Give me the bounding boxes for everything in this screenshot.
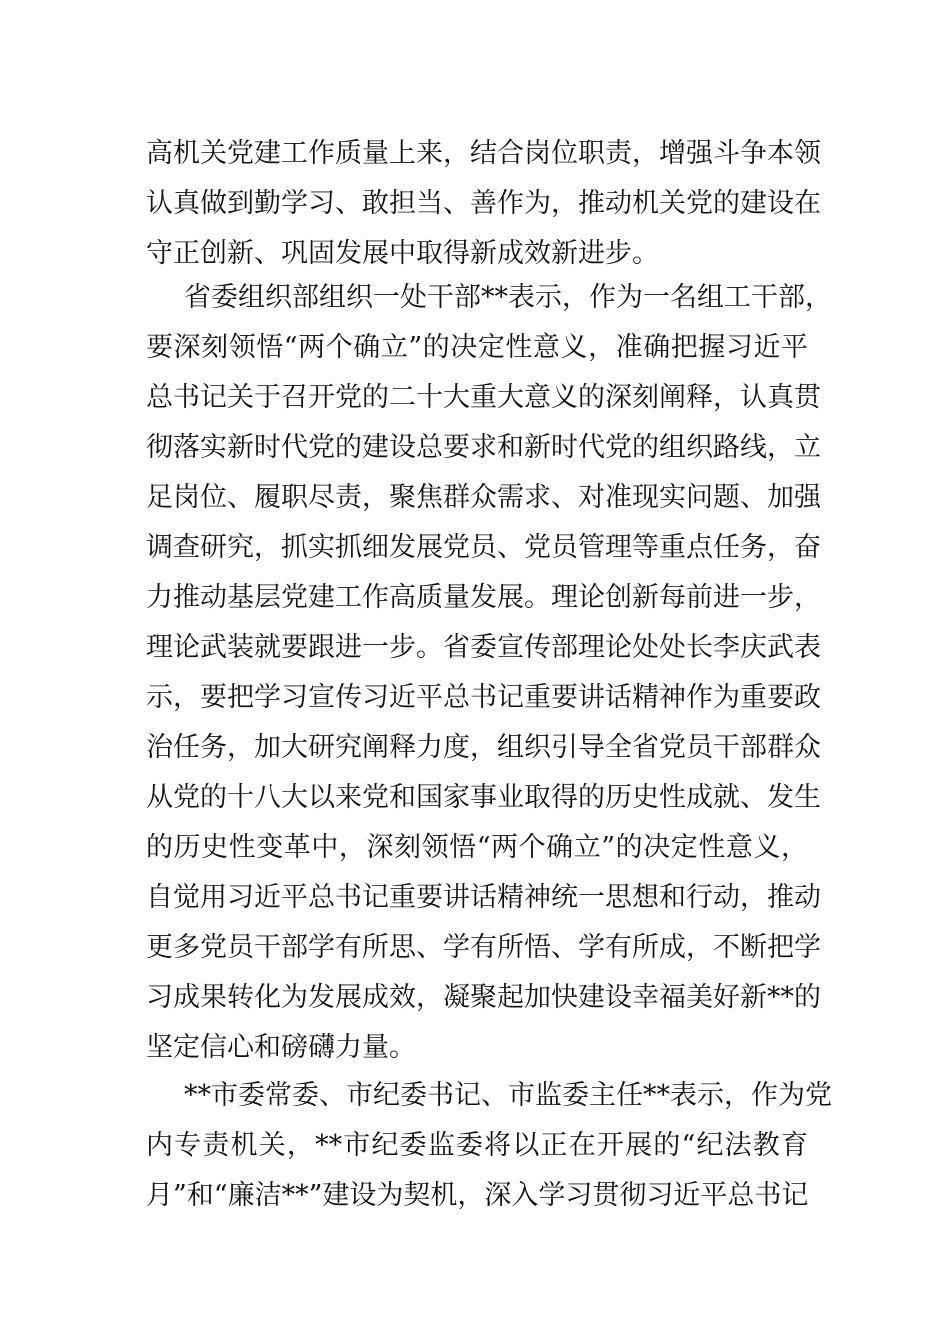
text-line: 内专责机关，**市纪委监委将以正在开展的“纪法教育 bbox=[146, 1130, 808, 1161]
text-line: 治任务，加大研究阐释力度，组织引导全省党员干部群众 bbox=[146, 732, 821, 763]
text-line: 示，要把学习宣传习近平总书记重要讲话精神作为重要政 bbox=[146, 682, 821, 713]
text-line: 理论武装就要跟进一步。省委宣传部理论处处长李庆武表 bbox=[146, 632, 821, 663]
text-line: 自觉用习近平总书记重要讲话精神统一思想和行动，推动 bbox=[146, 882, 821, 913]
text-line: 高机关党建工作质量上来，结合岗位职责，增强斗争本领 bbox=[146, 138, 821, 169]
text-line: 坚定信心和磅礴力量。 bbox=[146, 1032, 416, 1063]
text-line: 更多党员干部学有所思、学有所悟、学有所成，不断把学 bbox=[146, 932, 821, 963]
paragraph-first-line: **市委常委、市纪委书记、市监委主任**表示，作为党 bbox=[184, 1080, 832, 1111]
text-line: 从党的十八大以来党和国家事业取得的历史性成就、发生 bbox=[146, 782, 821, 813]
text-line: 习成果转化为发展成效，凝聚起加快建设幸福美好新**的 bbox=[146, 982, 821, 1013]
text-line: 守正创新、巩固发展中取得新成效新进步。 bbox=[146, 238, 659, 269]
text-line: 力推动基层党建工作高质量发展。理论创新每前进一步， bbox=[146, 582, 821, 613]
text-line: 认真做到勤学习、敢担当、善作为，推动机关党的建设在 bbox=[146, 188, 821, 219]
text-line: 总书记关于召开党的二十大重大意义的深刻阐释，认真贯 bbox=[146, 382, 821, 413]
text-line: 彻落实新时代党的建设总要求和新时代党的组织路线，立 bbox=[146, 432, 821, 463]
text-line: 足岗位、履职尽责，聚焦群众需求、对准现实问题、加强 bbox=[146, 482, 821, 513]
text-line: 要深刻领悟“两个确立”的决定性意义，准确把握习近平 bbox=[146, 332, 808, 363]
text-line: 月”和“廉洁**”建设为契机，深入学习贯彻习近平总书记 bbox=[146, 1180, 809, 1211]
text-line: 的历史性变革中，深刻领悟“两个确立”的决定性意义， bbox=[146, 832, 808, 863]
text-line: 调查研究，抓实抓细发展党员、党员管理等重点任务，奋 bbox=[146, 532, 821, 563]
paragraph-first-line: 省委组织部组织一处干部**表示，作为一名组工干部， bbox=[184, 282, 832, 313]
